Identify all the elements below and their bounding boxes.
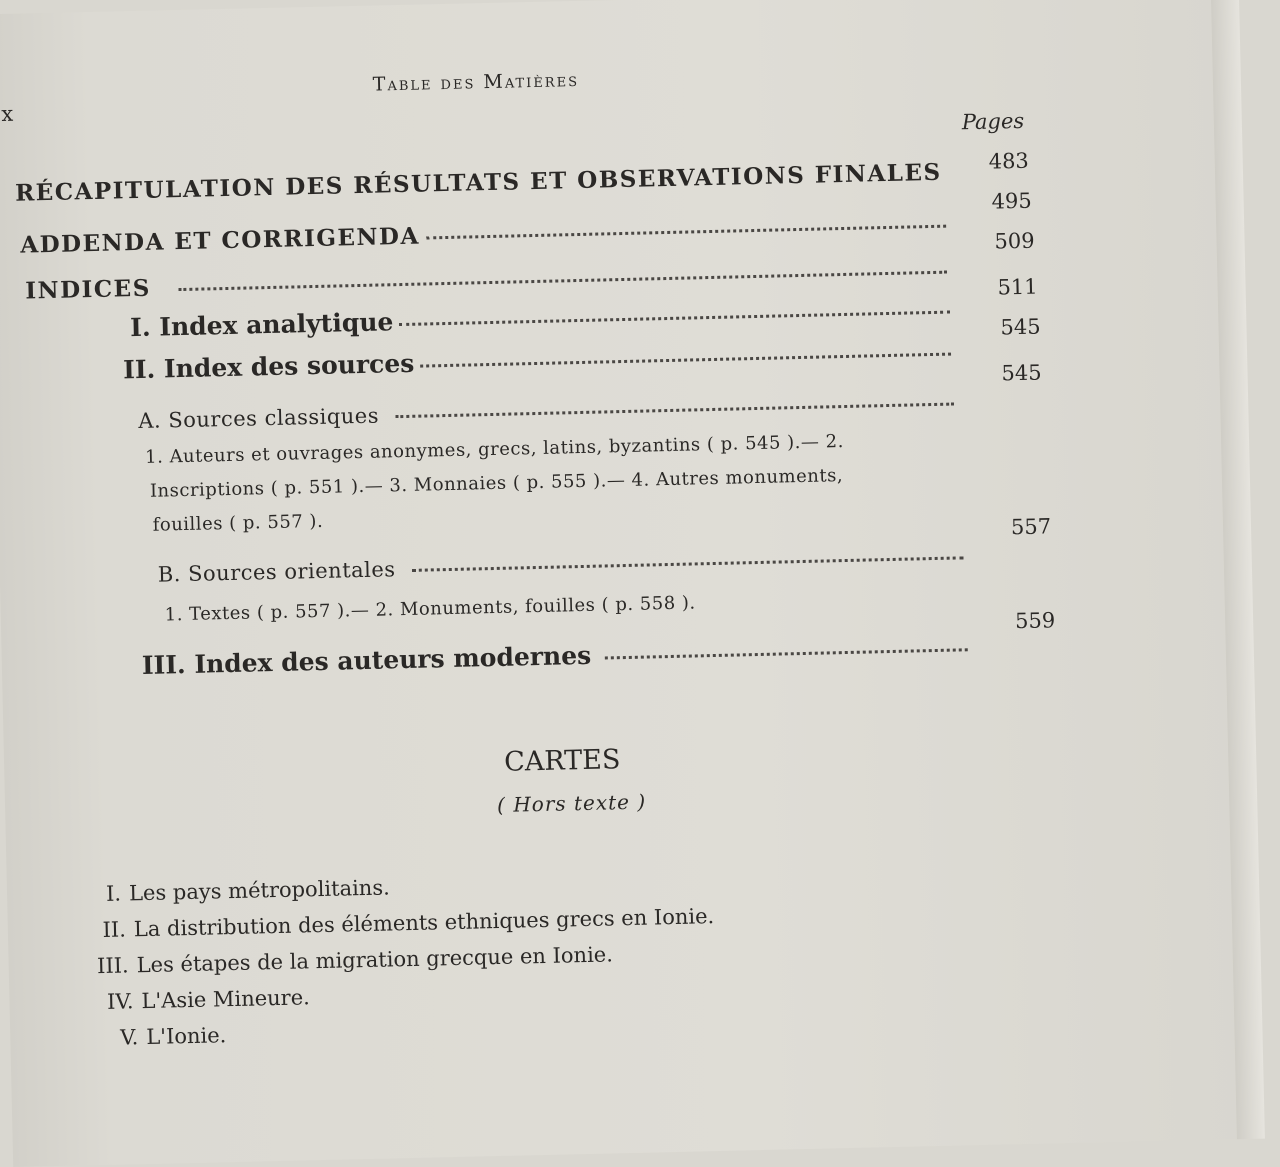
subentry-line: Inscriptions ( p. 551 ).— 3. Monnaies ( p. 555 ).— 4. Autres monuments, [149, 465, 844, 502]
toc-entry-label: I. Index analytique [129, 307, 394, 343]
map-list-item [84, 942, 613, 978]
map-number: IV. [106, 989, 134, 1014]
toc-entry-page: 545 [1001, 360, 1042, 386]
leader-dots [420, 352, 951, 368]
leader-dots [605, 647, 968, 659]
toc-entry-label: INDICES [25, 274, 152, 305]
toc-entry-sources-orientales [158, 544, 970, 586]
map-title: Les étapes de la migration grecque en Ionie. [136, 942, 614, 978]
toc-entry-label: B. Sources orientales [157, 557, 396, 587]
subentry-line: fouilles ( p. 557 ). [152, 510, 324, 536]
toc-entry-index-sources [123, 336, 957, 384]
map-list-item [89, 985, 310, 1014]
page-edge [1211, 0, 1265, 1139]
toc-entry-index-auteurs [142, 632, 974, 680]
toc-entry-recapitulation [15, 159, 951, 207]
subentry-line: 1. Auteurs et ouvrages anonymes, grecs, latins, byzantins ( p. 545 ).— 2. [144, 431, 845, 468]
leader-dots [179, 270, 947, 291]
leader-dots [399, 310, 950, 326]
map-title: L'Asie Mineure. [141, 985, 311, 1014]
map-number: V. [119, 1025, 139, 1050]
map-list-item [77, 875, 390, 906]
map-title: L'Ionie. [146, 1023, 227, 1049]
toc-entry-page: 509 [994, 228, 1035, 254]
map-number: III. [96, 953, 129, 979]
toc-entry-label: ADDENDA ET CORRIGENDA [20, 222, 421, 259]
toc-entry-page: 545 [1000, 314, 1041, 340]
toc-entry-page: 557 [1010, 514, 1052, 540]
cartes-subheading: ( Hors texte ) [496, 789, 647, 817]
toc-entry-page: 495 [991, 188, 1032, 214]
subentry-line: 1. Textes ( p. 557 ).— 2. Monuments, fouilles ( p. 558 ). [164, 592, 696, 626]
running-head: Table des Matières [372, 68, 580, 96]
map-title: La distribution des éléments ethniques grecs en Ionie. [133, 904, 715, 942]
toc-entry-page: 511 [997, 274, 1038, 300]
map-list-item [82, 904, 715, 942]
map-list-item [94, 1023, 227, 1050]
toc-entry-label: II. Index des sources [122, 348, 415, 385]
toc-entry-label: A. Sources classiques [138, 403, 380, 434]
toc-entry-label: RÉCAPITULATION DES RÉSULTATS ET OBSERVATIONS FINALES [14, 158, 942, 207]
leader-dots [395, 402, 954, 419]
toc-entry-page: 483 [988, 148, 1030, 174]
leader-dots [426, 224, 946, 240]
toc-entry-index-analytique [130, 294, 956, 342]
pages-column-label: Pages [961, 108, 1025, 135]
map-number: II. [102, 917, 127, 942]
map-number: I. [105, 881, 122, 906]
toc-entry-label: III. Index des auteurs modernes [141, 640, 592, 681]
toc-entry-page: 559 [1014, 608, 1056, 634]
leader-dots [411, 555, 963, 572]
page-folio: x [1, 101, 14, 127]
toc-entry-addenda [20, 211, 952, 259]
map-title: Les pays métropolitains. [128, 875, 391, 906]
cartes-heading: CARTES [503, 744, 621, 778]
